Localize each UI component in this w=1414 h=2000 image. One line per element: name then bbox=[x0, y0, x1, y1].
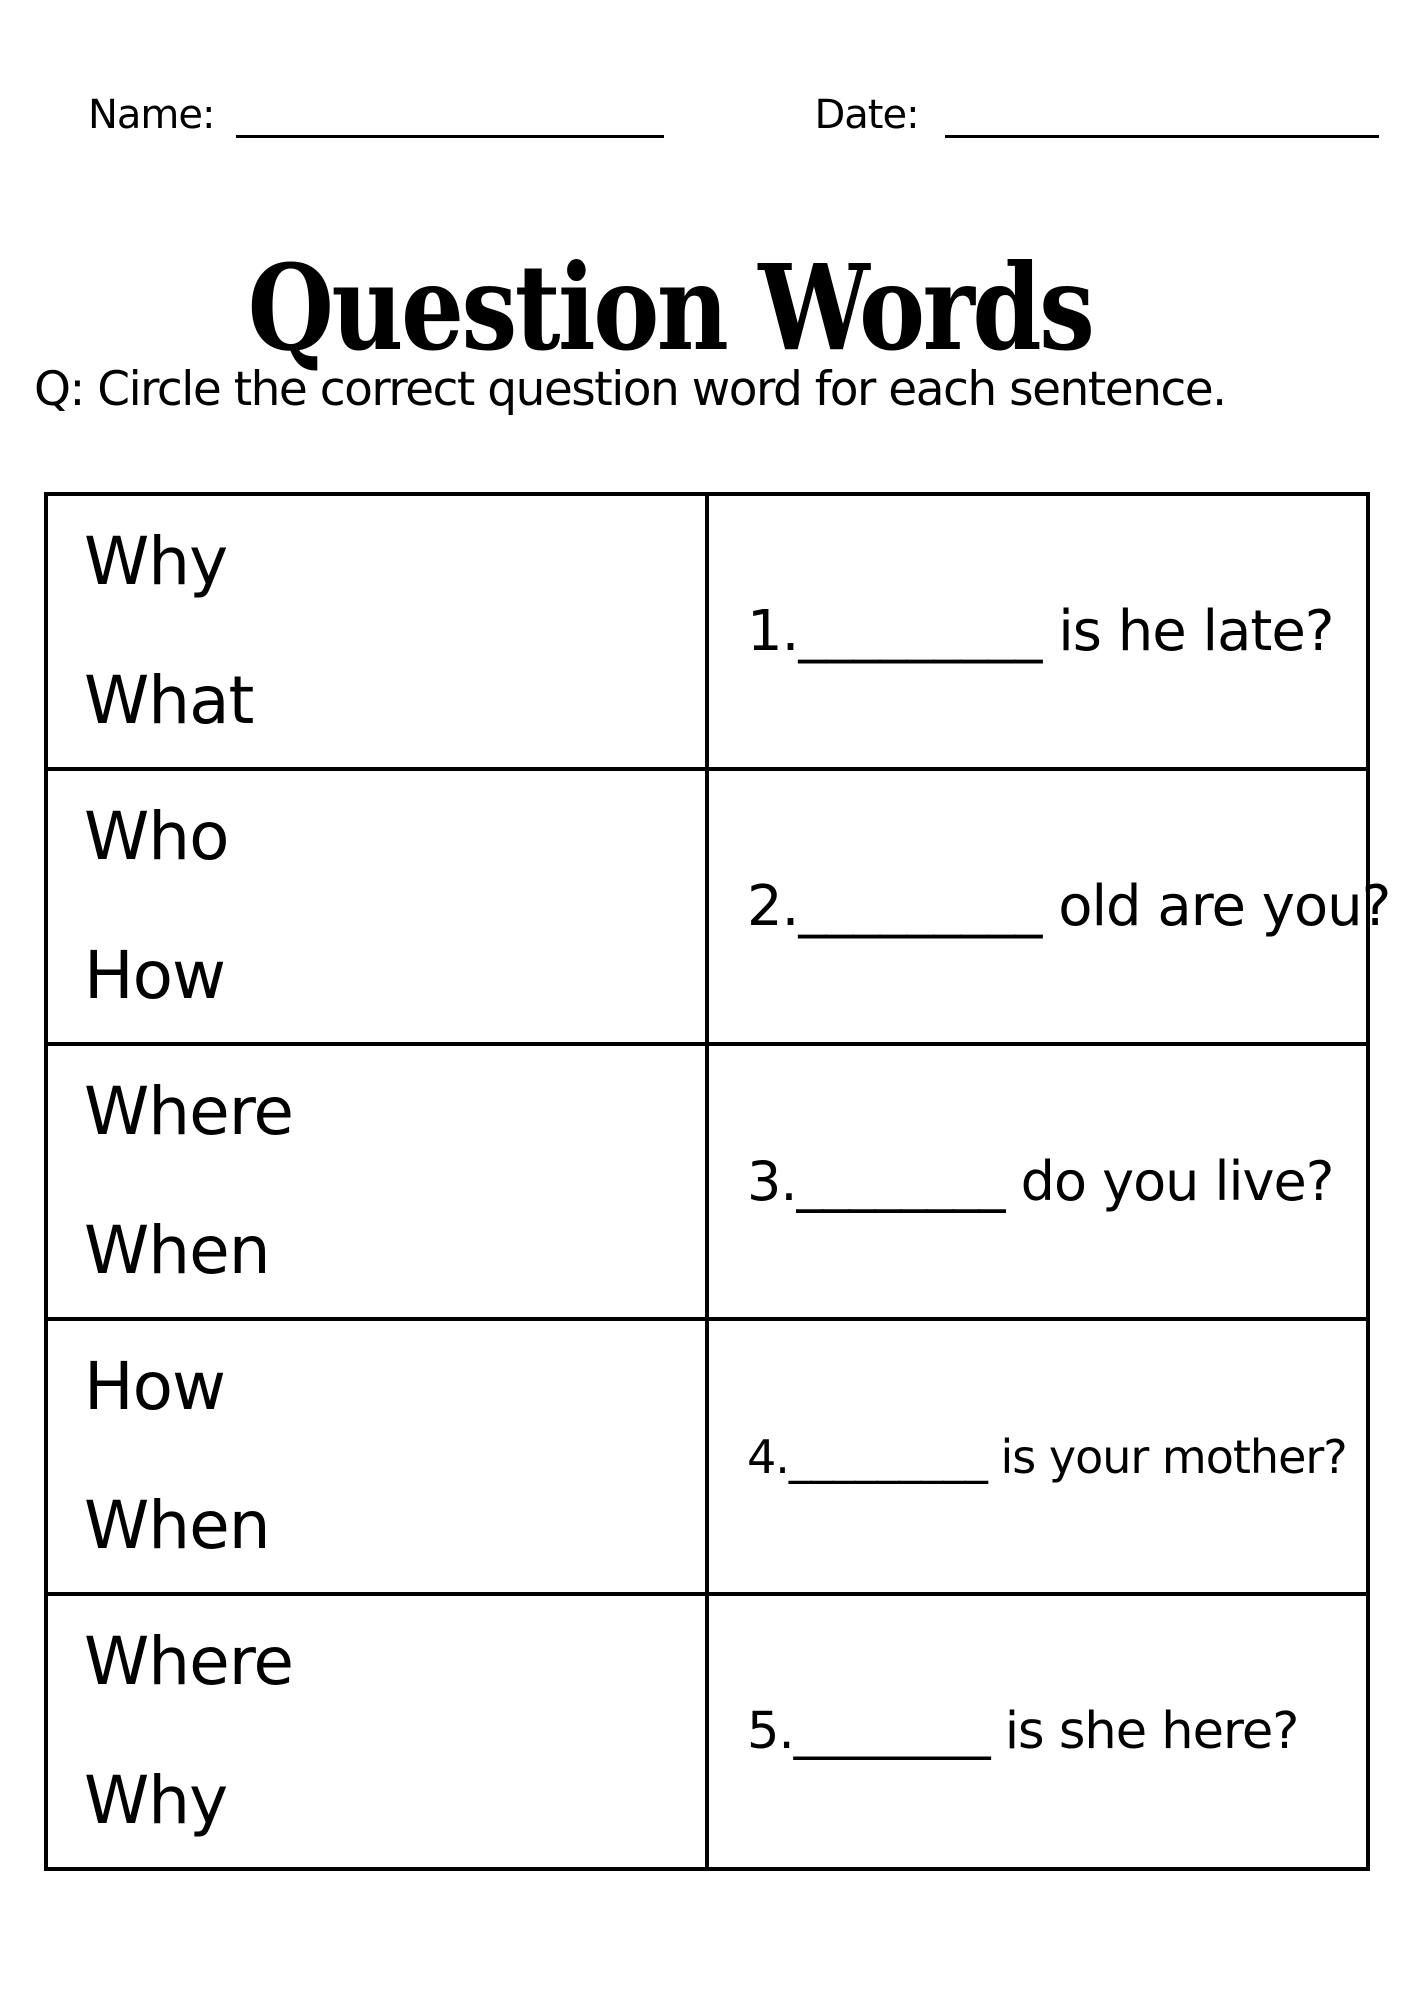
word-option-1[interactable]: Who bbox=[84, 797, 229, 875]
sentence-cell bbox=[707, 1319, 1368, 1594]
word-options-group bbox=[48, 771, 705, 1042]
word-options-cell bbox=[46, 769, 707, 1044]
word-option-2[interactable]: How bbox=[84, 936, 225, 1014]
date-label: Date: bbox=[814, 92, 919, 138]
word-options-cell bbox=[46, 1594, 707, 1869]
table-row bbox=[46, 494, 1368, 769]
question-table bbox=[44, 492, 1391, 1871]
word-options-group bbox=[48, 496, 705, 767]
word-option-1[interactable]: Why bbox=[84, 522, 228, 600]
sentence-text: 2._________ old are you? bbox=[747, 874, 1391, 939]
word-option-1[interactable]: Where bbox=[84, 1622, 293, 1700]
word-option-2[interactable]: When bbox=[84, 1211, 270, 1289]
sentence-cell bbox=[707, 769, 1391, 1044]
instruction-text: Q: Circle the correct question word for each sentence. bbox=[34, 362, 1226, 417]
table-row bbox=[46, 1319, 1368, 1594]
header-fields bbox=[88, 92, 1379, 138]
word-option-2[interactable]: When bbox=[84, 1486, 270, 1564]
sentence-text: 1._________ is he late? bbox=[747, 599, 1334, 664]
name-input-line[interactable] bbox=[236, 93, 664, 138]
word-option-1[interactable]: How bbox=[84, 1347, 225, 1425]
table-row bbox=[46, 1044, 1368, 1319]
word-options-cell bbox=[46, 1319, 707, 1594]
page-title: Question Words bbox=[247, 238, 1093, 378]
word-options-cell bbox=[46, 1044, 707, 1319]
sentence-cell bbox=[707, 1044, 1368, 1319]
word-options-cell bbox=[46, 494, 707, 769]
sentence-cell bbox=[707, 1594, 1368, 1869]
sentence-text: 4._________ is your mother? bbox=[747, 1429, 1347, 1484]
word-options-group bbox=[48, 1596, 705, 1867]
name-label: Name: bbox=[88, 92, 215, 138]
word-option-2[interactable]: Why bbox=[84, 1761, 228, 1839]
word-options-group bbox=[48, 1321, 705, 1592]
table-row bbox=[46, 1594, 1368, 1869]
word-options-group bbox=[48, 1046, 705, 1317]
sentence-cell bbox=[707, 494, 1368, 769]
sentence-text: 3.________ do you live? bbox=[747, 1150, 1334, 1213]
word-option-1[interactable]: Where bbox=[84, 1072, 293, 1150]
word-option-2[interactable]: What bbox=[84, 661, 254, 739]
date-input-line[interactable] bbox=[945, 93, 1379, 138]
table-row bbox=[46, 769, 1368, 1044]
sentence-text: 5.________ is she here? bbox=[747, 1702, 1299, 1761]
